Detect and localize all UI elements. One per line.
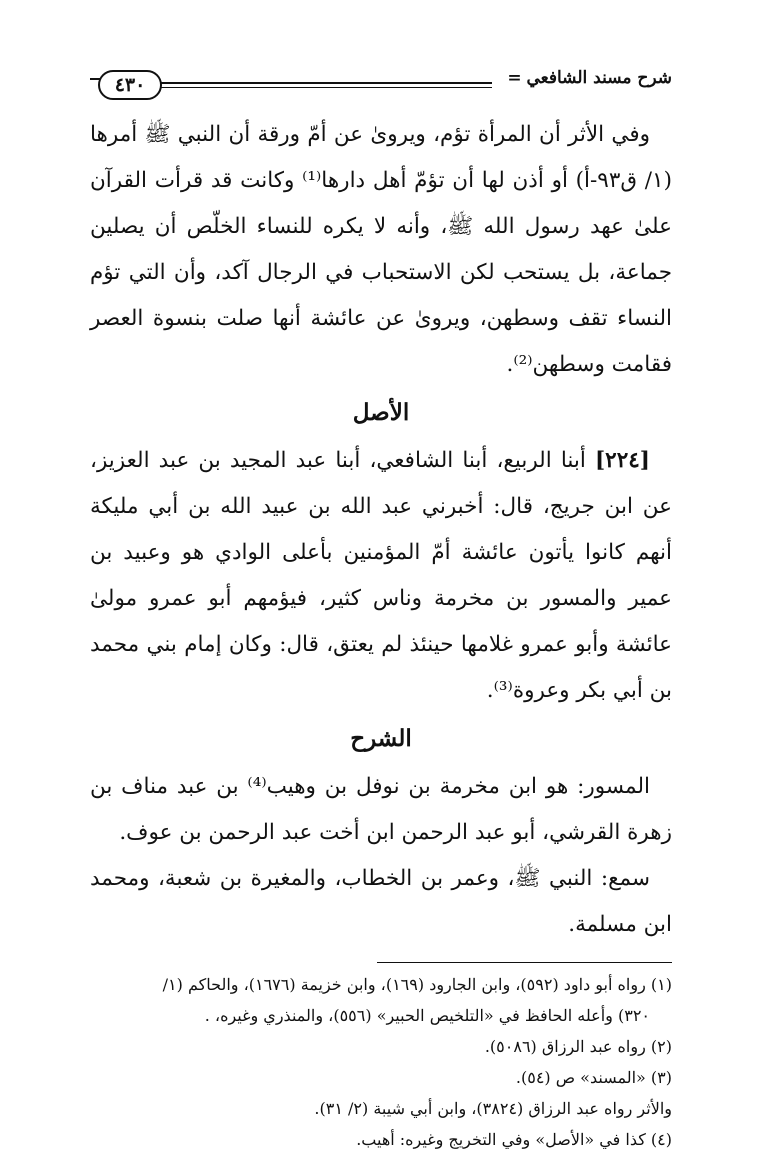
intro-paragraph: وفي الأثر أن المرأة تؤم، ويروىٰ عن أمّ ورقة أن النبي ﷺ أمرها (١/ ق٩٣-أ) أو أذن لها أن تؤمّ أهل دارها⁽¹⁾ وكانت قد قرأت القرآن علىٰ عهد رسول الله ﷺ، وأنه لا يكره للنساء الخلّص أن يصلين جماعة، بل يستحب لكن الاستحباب في الرجال آكد، وأن التي تؤم النساء تقف وسطهن، ويروىٰ عن عائشة أنها صلت بنسوة العصر فقامت وسطهن⁽²⁾. <box>90 122 672 377</box>
running-title-mark: = <box>507 68 521 88</box>
page-header <box>90 60 672 112</box>
hadith-paragraph <box>90 438 672 714</box>
sharh-paragraph: سمع: النبي ﷺ، وعمر بن الخطاب، والمغيرة بن شعبة، ومحمد ابن مسلمة. <box>90 866 672 937</box>
page-number: ٤٣٠ <box>98 70 162 100</box>
asl-heading: الأصل <box>352 399 410 426</box>
footnote: ٣٢٠) وأعله الحافظ في «التلخيص الحبير» (٥٥٦)، والمنذري وغيره، . <box>204 1006 650 1025</box>
running-title-text: شرح مسند الشافعي <box>526 68 672 88</box>
book-page <box>90 60 672 1155</box>
footnote: (٣) «المسند» ص (٥٤). <box>515 1068 672 1087</box>
sharh-heading: الشرح <box>350 725 412 752</box>
footnote: (٤) كذا في «الأصل» وفي التخريج وغيره: أهيب. <box>356 1130 672 1149</box>
footnotes <box>90 969 672 1155</box>
footnote: (١) رواه أبو داود (٥٩٢)، وابن الجارود (١٦٩)، وابن خزيمة (١٦٧٦)، والحاكم (١/ <box>162 975 672 994</box>
footnote: والأثر رواه عبد الرزاق (٣٨٢٤)، وابن أبي شيبة (٢/ ٣١). <box>314 1099 672 1118</box>
sharh-paragraph: المسور: هو ابن مخرمة بن نوفل بن وهيب⁽⁴⁾ بن عبد مناف بن زهرة القرشي، أبو عبد الرحمن ابن أخت عبد الرحمن بن عوف. <box>90 774 672 845</box>
running-title <box>507 68 672 88</box>
footnote-separator <box>377 962 672 963</box>
hadith-text: أبنا الربيع، أبنا الشافعي، أبنا عبد المجيد بن عبد العزيز، عن ابن جريج، قال: أخبرني عبد الله بن عبيد الله بن أبي مليكة أنهم كانوا يأتون عائشة أمّ المؤمنين بأعلى الوادي هو وعبيد بن عمير والمسور بن مخرمة وناس كثير، فيؤمهم أبو عمرو مولىٰ عائشة وأبو عمرو غلامها حينئذ لم يعتق، قال: وكان إمام بني محمد بن أبي بكر وعروة⁽³⁾. <box>90 448 672 703</box>
hadith-number: [٢٢٤] <box>594 448 650 473</box>
footnote: (٢) رواه عبد الرزاق (٥٠٨٦). <box>484 1037 672 1056</box>
header-rule <box>156 82 492 88</box>
